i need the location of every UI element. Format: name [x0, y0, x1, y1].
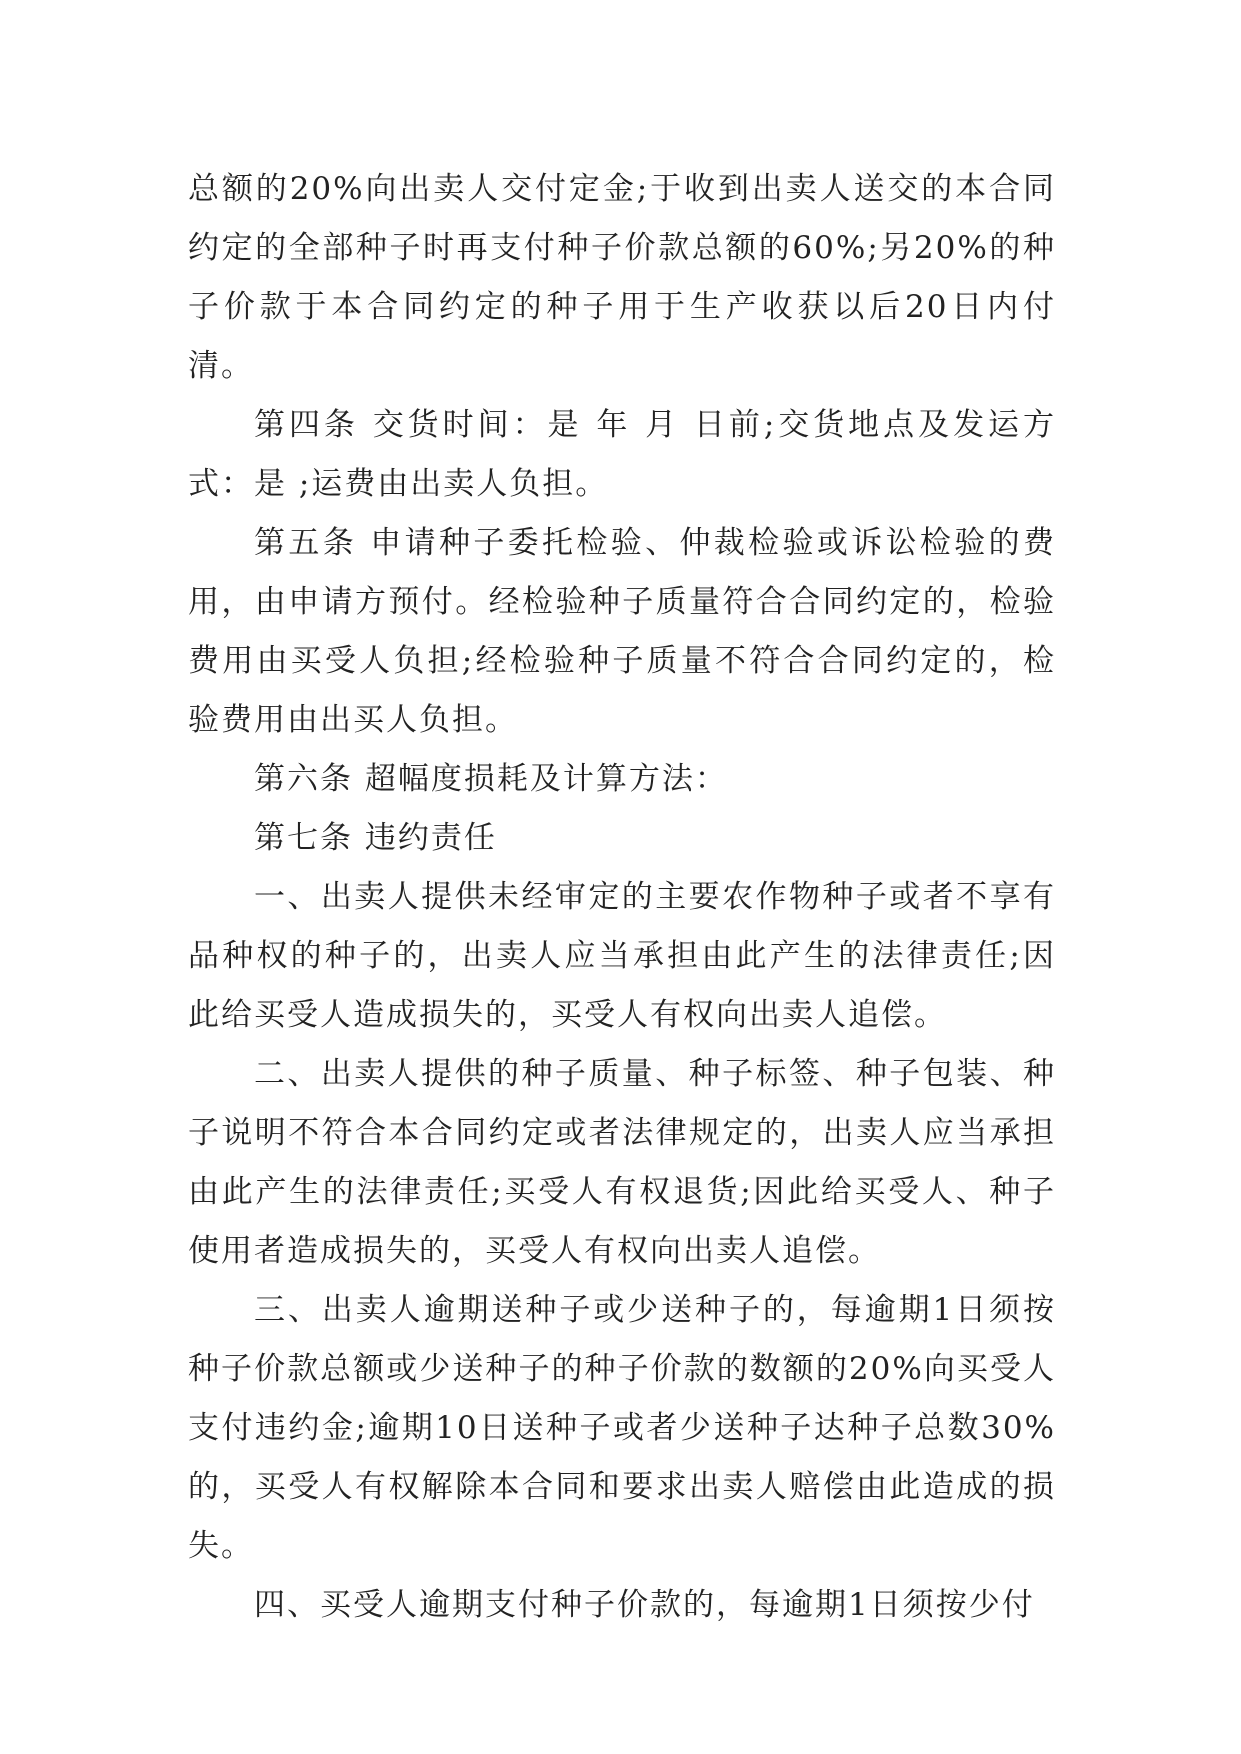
paragraph-article-7-item-4: 四、买受人逾期支付种子价款的，每逾期1日须按少付 — [254, 1587, 1035, 1623]
paragraph-article-7-heading: 第七条 违约责任 — [254, 820, 497, 856]
paragraph-article-7-item-1: 一、出卖人提供未经审定的主要农作物种子或者不享有品种权的种子的，出卖人应当承担由此产生的法律责任;因此给买受人造成损失的，买受人有权向出卖人追偿。 — [188, 879, 1056, 1033]
paragraph-article-7-item-3: 三、出卖人逾期送种子或少送种子的，每逾期1日须按种子价款总额或少送种子的种子价款的数额的20%向买受人支付违约金;逾期10日送种子或者少送种子达种子总数30%的，买受人有权解除本合同和要求出卖人赔偿由此造成的损失。 — [188, 1292, 1056, 1564]
paragraph-article-6: 第六条 超幅度损耗及计算方法： — [254, 761, 728, 797]
document-body — [188, 160, 1056, 1635]
paragraph-article-5: 第五条 申请种子委托检验、仲裁检验或诉讼检验的费用，由申请方预付。经检验种子质量符合合同约定的，检验费用由买受人负担;经检验种子质量不符合合同约定的，检验费用由出买人负担。 — [188, 525, 1056, 738]
paragraph-article-7-item-2: 二、出卖人提供的种子质量、种子标签、种子包装、种子说明不符合本合同约定或者法律规定的，出卖人应当承担由此产生的法律责任;买受人有权退货;因此给买受人、种子使用者造成损失的，买受人有权向出卖人追偿。 — [188, 1056, 1056, 1269]
paragraph-article-4: 第四条 交货时间：是 年 月 日前;交货地点及发运方式：是 ;运费由出卖人负担。 — [188, 407, 1056, 502]
paragraph-payment-terms: 总额的20%向出卖人交付定金;于收到出卖人送交的本合同约定的全部种子时再支付种子价款总额的60%;另20%的种子价款于本合同约定的种子用于生产收获以后20日内付清。 — [188, 171, 1056, 384]
